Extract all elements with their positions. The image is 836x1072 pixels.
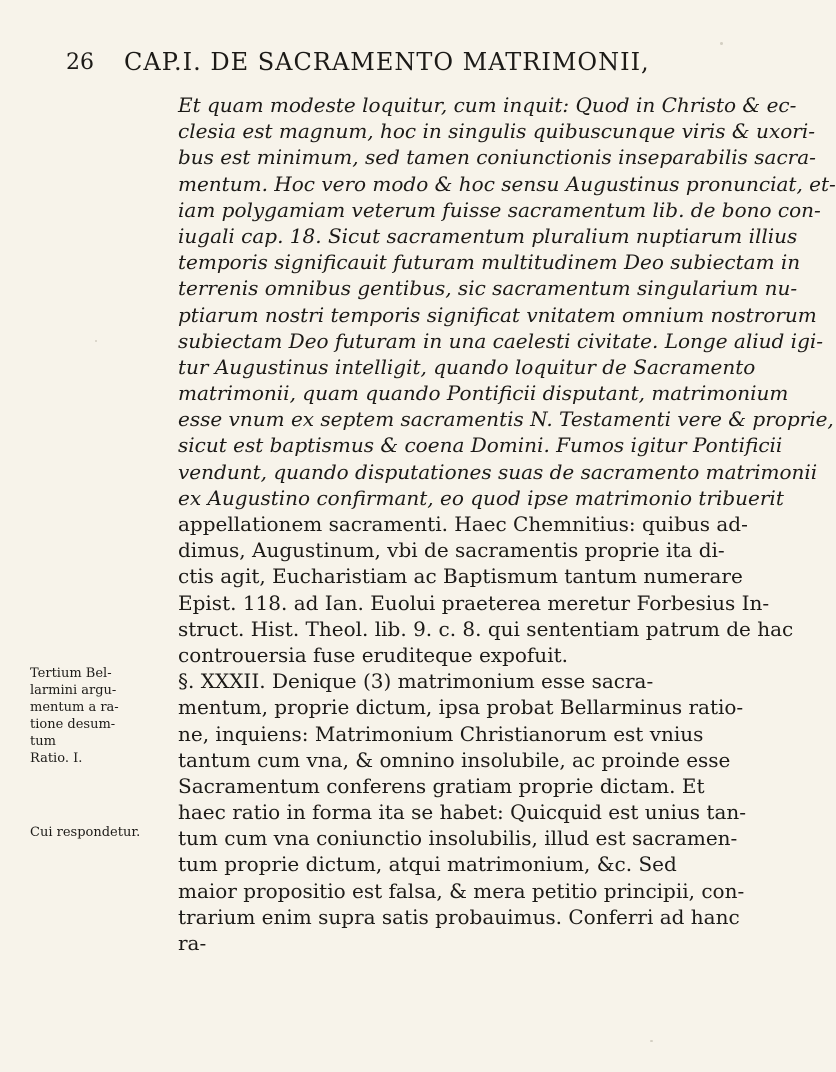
page-number: 26 (66, 50, 94, 75)
text-line: ptiarum nostri temporis significat vnitatem omnium nostrorum (178, 302, 817, 327)
text-line: vendunt, quando disputationes suas de sacramento matrimonii (178, 459, 818, 484)
paper-speck (650, 1040, 653, 1042)
text-line: §. XXXII. Denique (3) matrimonium esse sacra- (178, 669, 654, 694)
text-line: terrenis omnibus gentibus, sic sacramentum singularium nu- (178, 276, 798, 301)
text-line: esse vnum ex septem sacramentis N. Testamenti vere & proprie, (178, 407, 834, 432)
paper-speck (95, 340, 97, 342)
text-line: temporis significauit futuram multitudinem Deo subiectam in (178, 250, 801, 275)
text-line: haec ratio in forma ita se habet: Quicquid est unius tan- (178, 800, 747, 825)
margin-note-argument (30, 665, 170, 767)
text-line: Et quam modeste loquitur, cum inquit: Quod in Christo & ec- (178, 93, 797, 117)
text-line: mentum. Hoc vero modo & hoc sensu Augustinus pronunciat, et- (178, 171, 836, 196)
margin-note-line: Ratio. I. (30, 751, 83, 766)
text-line: tur Augustinus intelligit, quando loquitur de Sacramento (178, 354, 756, 379)
margin-note-line: Tertium Bel- (30, 666, 112, 681)
text-line: maior propositio est falsa, & mera petitio principii, con- (178, 878, 745, 903)
text-line: subiectam Deo futuram in una caelesti civitate. Longe aliud igi- (178, 328, 824, 353)
text-line: Epist. 118. ad Ian. Euolui praeterea meretur Forbesius In- (178, 590, 770, 615)
text-line: trarium enim supra satis probauimus. Conferri ad hanc (178, 904, 740, 929)
text-line: ex Augustino confirmant, eo quod ipse matrimonio tribuerit (178, 485, 784, 510)
text-line: Sacramentum conferens gratiam proprie dictam. Et (178, 773, 705, 798)
margin-note-response (30, 824, 170, 841)
text-line: ctis agit, Eucharistiam ac Baptismum tantum numerare (178, 564, 743, 589)
text-line: bus est minimum, sed tamen coniunctionis inseparabilis sacra- (178, 145, 816, 170)
text-line: ra- (178, 931, 207, 955)
running-title: CAP.I. DE SACRAMENTO MATRIMONII, (124, 48, 650, 76)
margin-note-line: tione desum- (30, 717, 116, 732)
paper-speck (720, 42, 723, 45)
text-line: mentum, proprie dictum, ipsa probat Bellarminus ratio- (178, 695, 744, 720)
page-header (60, 48, 760, 82)
text-line: struct. Hist. Theol. lib. 9. c. 8. qui sententiam patrum de hac (178, 616, 794, 641)
margin-note-line: tum (30, 734, 56, 749)
text-line: sicut est baptismus & coena Domini. Fumos igitur Pontificii (178, 433, 783, 458)
text-line: dimus, Augustinum, vbi de sacramentis proprie ita di- (178, 538, 725, 563)
text-line: ne, inquiens: Matrimonium Christianorum est vnius (178, 721, 704, 746)
margin-note-line: mentum a ra- (30, 700, 119, 715)
text-line: controuersia fuse eruditeque expofuit. (178, 642, 568, 667)
margin-note-line: larmini argu- (30, 683, 117, 698)
main-text-block (178, 92, 836, 956)
text-line: iam polygamiam veterum fuisse sacramentum lib. de bono con- (178, 197, 821, 222)
text-line: tum proprie dictum, atqui matrimonium, &c. Sed (178, 852, 677, 877)
text-line: tum cum vna coniunctio insolubilis, illud est sacramen- (178, 826, 738, 851)
text-line: appellationem sacramenti. Haec Chemnitius: quibus ad- (178, 512, 748, 536)
text-line: iugali cap. 18. Sicut sacramentum pluralium nuptiarum illius (178, 223, 798, 248)
text-line: matrimonii, quam quando Pontificii disputant, matrimonium (178, 381, 789, 406)
margin-note-line: Cui respondetur. (30, 825, 141, 840)
text-line: clesia est magnum, hoc in singulis quibuscunque viris & uxori- (178, 119, 815, 144)
text-line: tantum cum vna, & omnino insolubile, ac proinde esse (178, 747, 731, 772)
